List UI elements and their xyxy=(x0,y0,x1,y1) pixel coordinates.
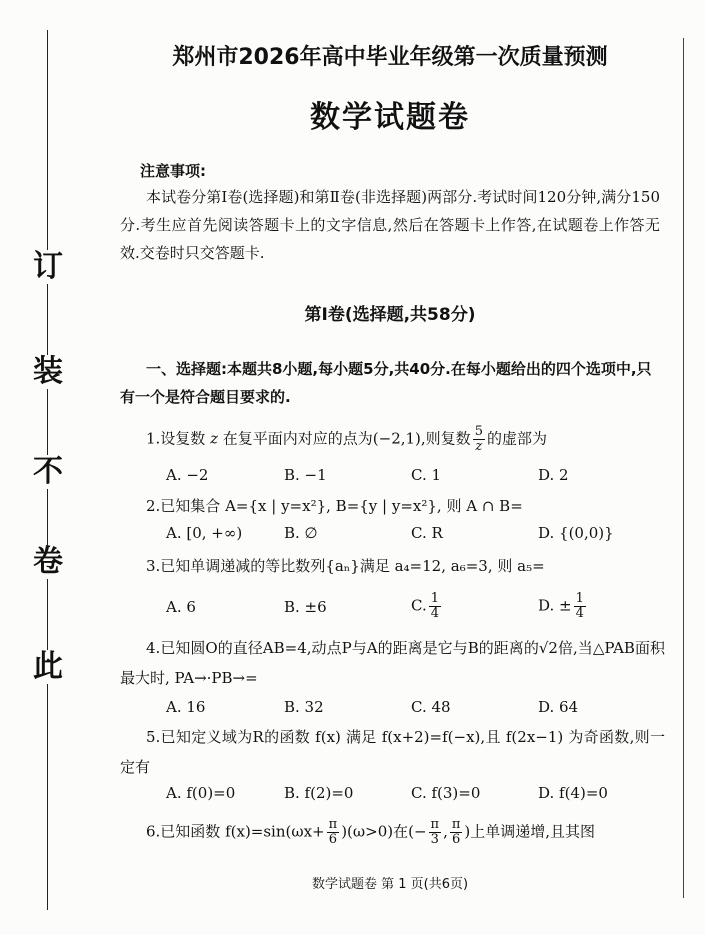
binding-char: 此 xyxy=(33,649,63,684)
q1-option-c: C. 1 xyxy=(411,466,442,484)
q1-text: 1.设复数 xyxy=(146,429,206,448)
q3-options xyxy=(166,592,666,626)
question-6 xyxy=(146,818,595,847)
q3-option-c xyxy=(411,592,443,621)
exam-title: 郑州市2026年高中毕业年级第一次质量预测 xyxy=(172,45,608,70)
q4-option-a: A. 16 xyxy=(166,698,206,716)
q5-option-a: A. f(0)=0 xyxy=(166,784,236,802)
q3-option-c-label: C. xyxy=(411,596,427,615)
exam-subtitle: 数学试题卷 xyxy=(310,100,470,135)
q2-option-b: B. ∅ xyxy=(284,524,318,542)
q3-option-a: A. 6 xyxy=(166,598,196,616)
right-margin-line xyxy=(683,38,684,898)
binding-char: 卷 xyxy=(33,544,63,579)
q2-option-d: D. {(0,0)} xyxy=(538,524,614,542)
q1-text: 的虚部为 xyxy=(486,429,547,448)
q2-option-c: C. R xyxy=(411,524,443,542)
q3-option-d-label: D. ± xyxy=(538,596,572,615)
page-footer: 数学试题卷 第 1 页(共6页) xyxy=(311,877,469,892)
question-4: 4.已知圆O的直径AB=4,动点P与A的距离是它与B的距离的√2倍,当△PAB面积最大时, PA→·PB→= xyxy=(120,639,665,687)
q3-option-c-frac xyxy=(429,592,441,621)
notice-text: 本试卷分第Ⅰ卷(选择题)和第Ⅱ卷(非选择题)两部分.考试时间120分钟,满分150分.考生应首先阅读答题卡上的文字信息,然后在答题卡上作答,在试题卷上作答无效.交卷时只交答题卡. xyxy=(120,188,660,262)
q6-frac xyxy=(429,818,442,847)
q6-text: 6.已知函数 f(x)=sin(ωx+ xyxy=(146,822,325,841)
q5-option-b: B. f(2)=0 xyxy=(284,784,354,802)
frac-num: π xyxy=(451,817,461,832)
q6-text: )(ω>0)在(− xyxy=(341,822,427,841)
q4-option-d: D. 64 xyxy=(538,698,579,716)
question-3: 3.已知单调递减的等比数列{aₙ}满足 a₄=12, a₆=3, 则 a₅= xyxy=(146,557,545,575)
frac-num: π xyxy=(430,817,440,832)
q4-option-c: C. 48 xyxy=(411,698,451,716)
binding-char: 不 xyxy=(33,454,63,489)
notice-heading: 注意事项: xyxy=(140,162,206,180)
q1-text: 在复平面内对应的点为(−2,1),则复数 xyxy=(222,429,471,448)
frac-den: 3 xyxy=(430,832,439,847)
question-2: 2.已知集合 A={x | y=x²}, B={y | y=x²}, 则 A ∩ B= xyxy=(146,497,523,515)
q1-option-a: A. −2 xyxy=(166,466,209,484)
q1-options xyxy=(166,466,666,494)
q6-text: , xyxy=(443,822,448,841)
q3-option-d-frac xyxy=(574,592,586,621)
q2-options xyxy=(166,524,666,552)
q3-option-b: B. ±6 xyxy=(284,598,327,616)
q1-option-d: D. 2 xyxy=(538,466,569,484)
q4-option-b: B. 32 xyxy=(284,698,324,716)
q5-option-d: D. f(4)=0 xyxy=(538,784,608,802)
q1-frac-num: 5 xyxy=(474,424,483,439)
binding-char: 订 xyxy=(33,249,63,284)
frac-den: 4 xyxy=(575,606,584,621)
q6-frac xyxy=(450,818,463,847)
frac-num: 1 xyxy=(430,591,439,606)
section-title: 第Ⅰ卷(选择题,共58分) xyxy=(304,305,476,325)
q5-option-c: C. f(3)=0 xyxy=(411,784,481,802)
q6-text: )上单调递增,且其图 xyxy=(464,822,596,841)
binding-char: 装 xyxy=(33,354,63,389)
question-1 xyxy=(146,425,547,454)
binding-margin xyxy=(18,30,78,910)
frac-num: 1 xyxy=(575,591,584,606)
q1-frac-den-var: z xyxy=(475,439,483,454)
question-5: 5.已知定义域为R的函数 f(x) 满足 f(x+2)=f(−x),且 f(2x−1) 为奇函数,则一定有 xyxy=(120,728,665,776)
q6-frac xyxy=(327,818,340,847)
q1-fraction xyxy=(473,425,485,454)
q2-option-a: A. [0, +∞) xyxy=(166,524,243,542)
q1-var: z xyxy=(210,429,218,448)
frac-den: 6 xyxy=(451,832,461,847)
q1-option-b: B. −1 xyxy=(284,466,327,484)
frac-den: 4 xyxy=(430,606,439,621)
frac-den: 6 xyxy=(328,832,338,847)
q1-frac-den xyxy=(473,440,485,454)
q3-option-d xyxy=(538,592,588,621)
frac-num: π xyxy=(328,817,338,832)
part-instructions: 一、选择题:本题共8小题,每小题5分,共40分.在每小题给出的四个选项中,只有一个是符合题目要求的. xyxy=(120,360,652,406)
q5-options xyxy=(166,784,666,812)
